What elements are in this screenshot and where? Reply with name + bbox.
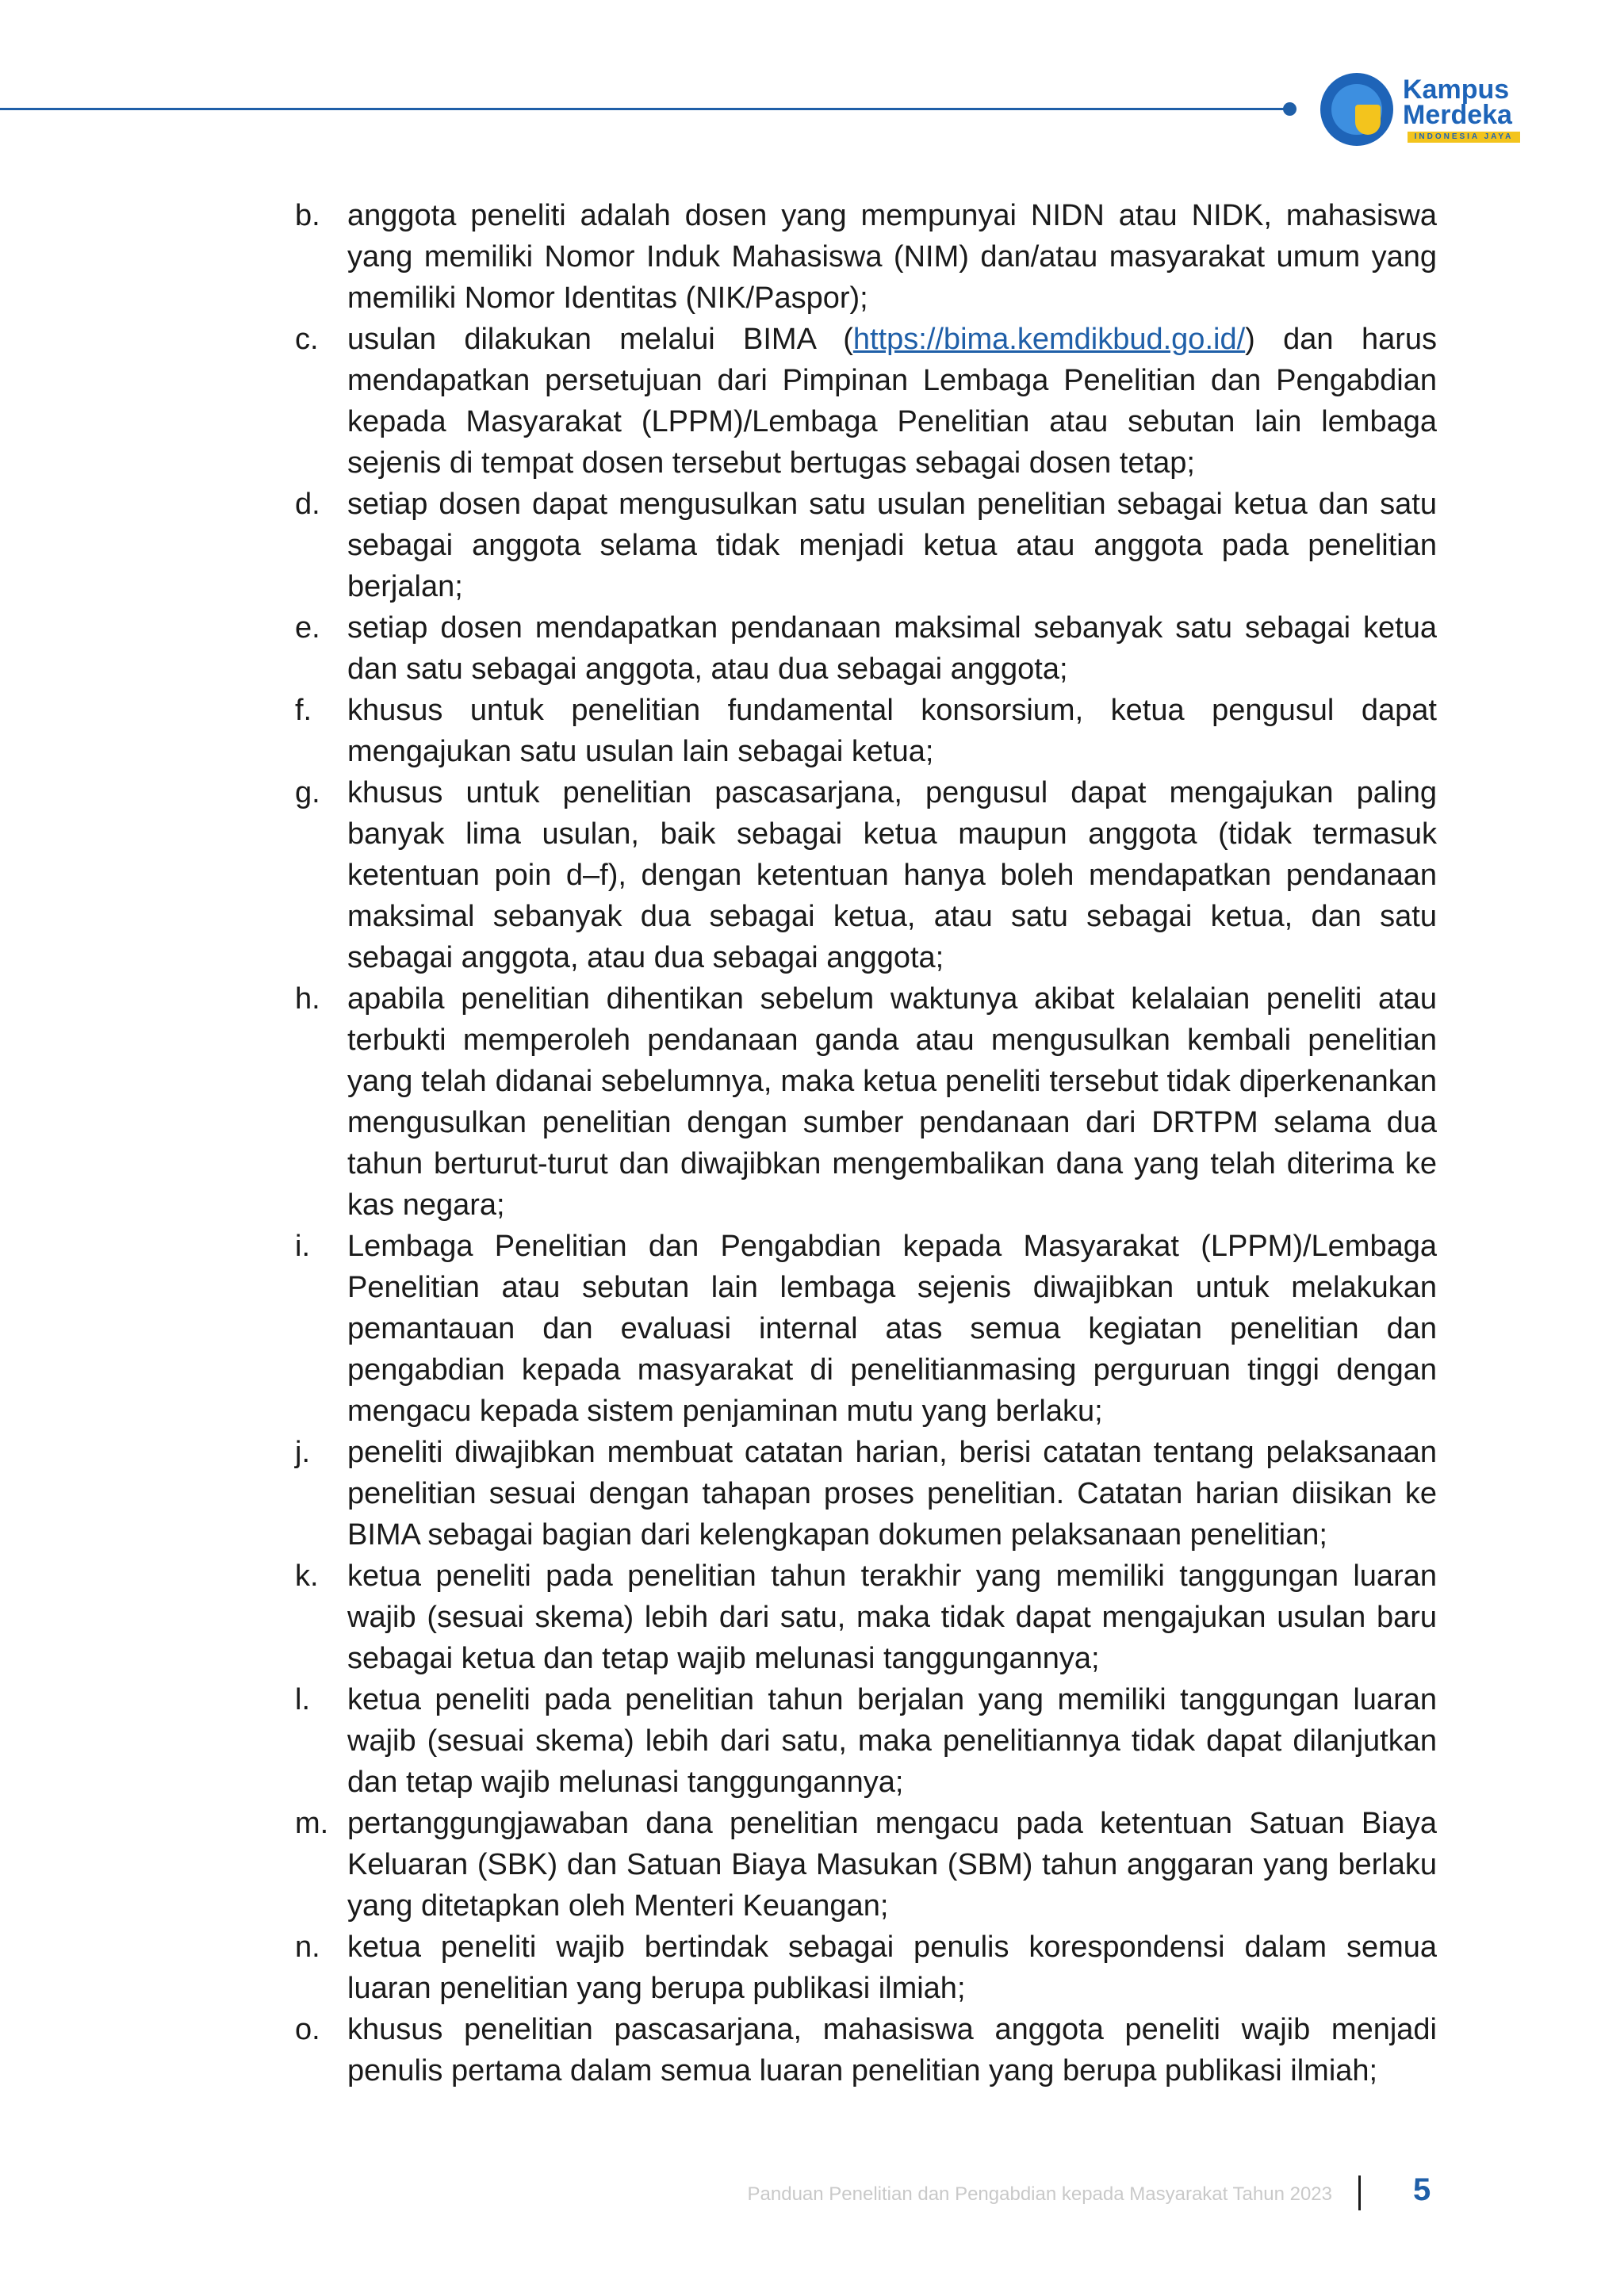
list-item-text: ketua peneliti pada penelitian tahun berjalan yang memiliki tanggungan luaran wajib (sesuai skema) lebih dari satu, maka penelitiannya tidak dapat dilanjutkan dan tetap wajib melunasi tanggungannya; bbox=[347, 1683, 1437, 1799]
header-rule-dot bbox=[1283, 102, 1297, 116]
requirements-list bbox=[295, 195, 1437, 2091]
list-marker: d. bbox=[295, 488, 320, 521]
kampus-merdeka-logo bbox=[1320, 73, 1526, 146]
list-item bbox=[295, 1803, 1437, 1927]
list-item-text: setiap dosen mendapatkan pendanaan maksimal sebanyak satu sebagai ketua dan satu sebagai anggota, atau dua sebagai anggota; bbox=[347, 611, 1437, 686]
list-marker: f. bbox=[295, 694, 312, 727]
list-item bbox=[295, 319, 1437, 484]
list-item-text: setiap dosen dapat mengusulkan satu usulan penelitian sebagai ketua dan satu sebagai anggota selama tidak menjadi ketua atau anggota pada penelitian berjalan; bbox=[347, 488, 1437, 603]
list-marker: g. bbox=[295, 776, 320, 809]
bima-link[interactable]: https://bima.kemdikbud.go.id/ bbox=[852, 323, 1246, 356]
list-item bbox=[295, 1432, 1437, 1556]
list-item-text: khusus untuk penelitian pascasarjana, pengusul dapat mengajukan paling banyak lima usulan, baik sebagai ketua maupun anggota (tidak termasuk ketentuan poin d–f), dengan ketentuan hanya boleh mendapatkan pendanaan maksimal sebanyak dua sebagai ketua, atau satu sebagai ketua, dan satu sebagai anggota, atau dua sebagai anggota; bbox=[347, 776, 1437, 974]
list-marker: o. bbox=[295, 2013, 320, 2046]
header-rule bbox=[0, 108, 1289, 110]
list-item bbox=[295, 484, 1437, 607]
logo-tagline: INDONESIA JAYA bbox=[1408, 132, 1520, 143]
list-marker: j. bbox=[295, 1436, 310, 1469]
list-item-text: apabila penelitian dihentikan sebelum waktunya akibat kelalaian peneliti atau terbukti memperoleh pendanaan ganda atau mengusulkan kembali penelitian yang telah didanai sebelumnya, maka ketua peneliti tersebut tidak diperkenankan mengusulkan penelitian dengan sumber pendanaan dari DRTPM selama dua tahun berturut-turut dan diwajibkan mengembalikan dana yang telah diterima ke kas negara; bbox=[347, 982, 1437, 1222]
list-marker: l. bbox=[295, 1683, 310, 1716]
list-item bbox=[295, 1679, 1437, 1803]
list-marker: h. bbox=[295, 982, 320, 1016]
list-item-text: Lembaga Penelitian dan Pengabdian kepada Masyarakat (LPPM)/Lembaga Penelitian atau sebutan lain lembaga sejenis diwajibkan untuk melakukan pemantauan dan evaluasi internal atas semua kegiatan penelitian dan pengabdian kepada masyarakat di penelitianmasing perguruan tinggi dengan mengacu kepada sistem penjaminan mutu yang berlaku; bbox=[347, 1230, 1437, 1428]
list-marker: m. bbox=[295, 1807, 329, 1840]
list-item bbox=[295, 1226, 1437, 1432]
footer-document-title: Panduan Penelitian dan Pengabdian kepada Masyarakat Tahun 2023 bbox=[747, 2183, 1332, 2205]
list-marker: e. bbox=[295, 611, 320, 645]
footer-separator bbox=[1358, 2175, 1361, 2210]
tut-wuri-handayani-emblem-icon bbox=[1320, 73, 1393, 146]
logo-word-merdeka: Merdeka bbox=[1403, 100, 1512, 130]
list-item bbox=[295, 1556, 1437, 1679]
logo-word-kampus: Kampus bbox=[1403, 75, 1510, 105]
list-item bbox=[295, 690, 1437, 772]
list-item bbox=[295, 607, 1437, 690]
list-item-text: anggota peneliti adalah dosen yang mempunyai NIDN atau NIDK, mahasiswa yang memiliki Nomor Induk Mahasiswa (NIM) dan/atau masyarakat umum yang memiliki Nomor Identitas (NIK/Paspor); bbox=[347, 199, 1437, 315]
list-item bbox=[295, 1927, 1437, 2009]
list-item-text: peneliti diwajibkan membuat catatan harian, berisi catatan tentang pelaksanaan penelitian sesuai dengan tahapan proses penelitian. Catatan harian diisikan ke BIMA sebagai bagian dari kelengkapan dokumen pelaksanaan penelitian; bbox=[347, 1436, 1437, 1552]
page-number: 5 bbox=[1413, 2172, 1431, 2207]
list-item bbox=[295, 978, 1437, 1226]
list-marker: b. bbox=[295, 199, 320, 232]
list-item bbox=[295, 2009, 1437, 2091]
list-item bbox=[295, 195, 1437, 319]
list-item-text: khusus untuk penelitian fundamental konsorsium, ketua pengusul dapat mengajukan satu usulan lain sebagai ketua; bbox=[347, 694, 1437, 768]
list-item-text: usulan dilakukan melalui BIMA (https://bima.kemdikbud.go.id/) dan harus mendapatkan persetujuan dari Pimpinan Lembaga Penelitian dan Pengabdian kepada Masyarakat (LPPM)/Lembaga Penelitian atau sebutan lain lembaga sejenis di tempat dosen tersebut bertugas sebagai dosen tetap; bbox=[347, 323, 1437, 480]
list-marker: c. bbox=[295, 323, 319, 356]
page-footer bbox=[0, 2172, 1624, 2220]
list-marker: k. bbox=[295, 1559, 319, 1593]
list-item-text: pertanggungjawaban dana penelitian mengacu pada ketentuan Satuan Biaya Keluaran (SBK) dan Satuan Biaya Masukan (SBM) tahun anggaran yang berlaku yang ditetapkan oleh Menteri Keuangan; bbox=[347, 1807, 1437, 1923]
list-marker: i. bbox=[295, 1230, 310, 1263]
list-item-text: ketua peneliti wajib bertindak sebagai penulis korespondensi dalam semua luaran penelitian yang berupa publikasi ilmiah; bbox=[347, 1931, 1437, 2005]
list-item-text: khusus penelitian pascasarjana, mahasiswa anggota peneliti wajib menjadi penulis pertama dalam semua luaran penelitian yang berupa publikasi ilmiah; bbox=[347, 2013, 1437, 2087]
list-marker: n. bbox=[295, 1931, 320, 1964]
list-item bbox=[295, 772, 1437, 978]
list-item-text: ketua peneliti pada penelitian tahun terakhir yang memiliki tanggungan luaran wajib (sesuai skema) lebih dari satu, maka tidak dapat mengajukan usulan baru sebagai ketua dan tetap wajib melunasi tanggungannya; bbox=[347, 1559, 1437, 1675]
